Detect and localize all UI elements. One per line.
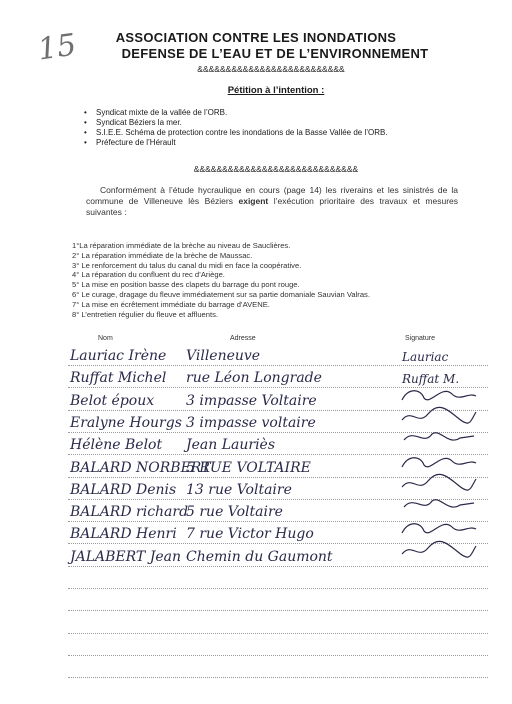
column-header-name: Nom xyxy=(98,335,113,342)
recipient-item: • Préfecture de l’Hérault xyxy=(96,138,388,148)
signature-scribble xyxy=(398,471,478,495)
association-title: ASSOCIATION CONTRE LES INONDATIONS xyxy=(115,30,397,45)
signer-name: Belot époux xyxy=(70,392,155,409)
signer-signature: Lauriac xyxy=(402,350,449,364)
work-item: 5° La mise en position basse des clapets du barrage du pont rouge. xyxy=(72,280,300,290)
signer-name: JALABERT Jean xyxy=(70,548,181,565)
works-list xyxy=(72,241,370,319)
column-header-signature: Signature xyxy=(405,335,435,342)
signer-address: Chemin du Gaumont xyxy=(186,548,333,565)
work-item: 1°La réparation immédiate de la brèche au niveau de Sauclières. xyxy=(72,241,291,250)
signer-address: rue Léon Longrade xyxy=(186,370,322,387)
separator-line: &&&&&&&&&&&&&&&&&&&&&&&&&& xyxy=(197,64,345,74)
petition-heading: Pétition à l’intention : xyxy=(227,85,325,96)
signer-name: BALARD NORBERT xyxy=(70,459,211,476)
signature-scribble xyxy=(398,515,478,539)
recipient-list xyxy=(96,108,388,148)
intro-emphasis: exigent xyxy=(238,196,269,206)
signer-name: BALARD Henri xyxy=(70,526,177,543)
recipient-item: • Syndicat mixte de la vallée de l’ORB. xyxy=(96,108,388,118)
empty-signature-row xyxy=(68,655,488,678)
signer-address: Jean Lauriès xyxy=(186,437,276,454)
recipient-item: • Syndicat Béziers la mer. xyxy=(96,118,388,128)
signer-signature: Ruffat M. xyxy=(402,372,460,387)
signer-address: 5 RUE VOLTAIRE xyxy=(186,459,311,476)
signer-name: Ruffat Michel xyxy=(70,370,167,387)
signature-scribble xyxy=(398,426,478,450)
work-item: 8° L’entretien régulier du fleuve et affluents. xyxy=(72,309,219,319)
association-subtitle: DEFENSE DE L’EAU ET DE L’ENVIRONNEMENT xyxy=(121,46,429,61)
signature-scribble xyxy=(398,538,478,562)
separator-line-2: &&&&&&&&&&&&&&&&&&&&&&&&&&&&& xyxy=(193,164,359,174)
signer-address: 13 rue Voltaire xyxy=(186,481,292,498)
intro-paragraph xyxy=(86,185,458,218)
signature-scribble xyxy=(398,493,478,517)
empty-signature-row xyxy=(68,566,488,589)
signer-name: Eralyne Hourgs xyxy=(70,414,182,431)
signer-address: Villeneuve xyxy=(186,348,261,364)
signer-address: 7 rue Victor Hugo xyxy=(186,526,314,543)
handwritten-page-number: 15 xyxy=(35,27,79,68)
signature-row xyxy=(68,343,488,366)
signature-scribble xyxy=(398,382,478,406)
signer-address: 3 impasse voltaire xyxy=(186,414,316,431)
intro-text-end: l’exécution prioritaire des travaux et mesures suivantes : xyxy=(86,196,459,217)
signer-address: 3 impasse Voltaire xyxy=(186,392,317,409)
signer-name: BALARD richard xyxy=(70,504,189,521)
signature-scribble xyxy=(398,404,478,428)
empty-signature-row xyxy=(68,611,488,634)
signature-scribble xyxy=(398,449,478,473)
signature-row xyxy=(68,544,488,567)
work-item: 6° Le curage, dragage du fleuve immédiatement sur sa partie domaniale Sauvian Valras. xyxy=(72,289,370,299)
intro-text: Conformément à l’étude hycraulique en cours (page 14) les riverains et les sinistrés de la commune de Villeneuve lès Béziers xyxy=(86,185,458,206)
signer-name: BALARD Denis xyxy=(70,481,177,498)
empty-signature-row xyxy=(68,633,488,656)
empty-signature-row xyxy=(68,588,488,611)
work-item: 2° La réparation immédiate de la brèche de Maussac. xyxy=(72,250,253,260)
column-header-address: Adresse xyxy=(230,335,256,342)
work-item: 3° Le renforcement du talus du canal du midi en face la coopérative. xyxy=(72,260,302,270)
signer-address: 5 rue Voltaire xyxy=(186,504,283,521)
signer-name: Hélène Belot xyxy=(70,437,163,454)
recipient-item: • S.I.E.E. Schéma de protection contre les inondations de la Basse Vallée de l’ORB. xyxy=(96,128,388,138)
signer-name: Lauriac Irène xyxy=(70,348,167,364)
work-item: 4° La réparation du confluent du rec d’Ariège. xyxy=(72,270,225,280)
work-item: 7° La mise en écrêtement immédiate du barrage d’AVENE. xyxy=(72,299,270,309)
